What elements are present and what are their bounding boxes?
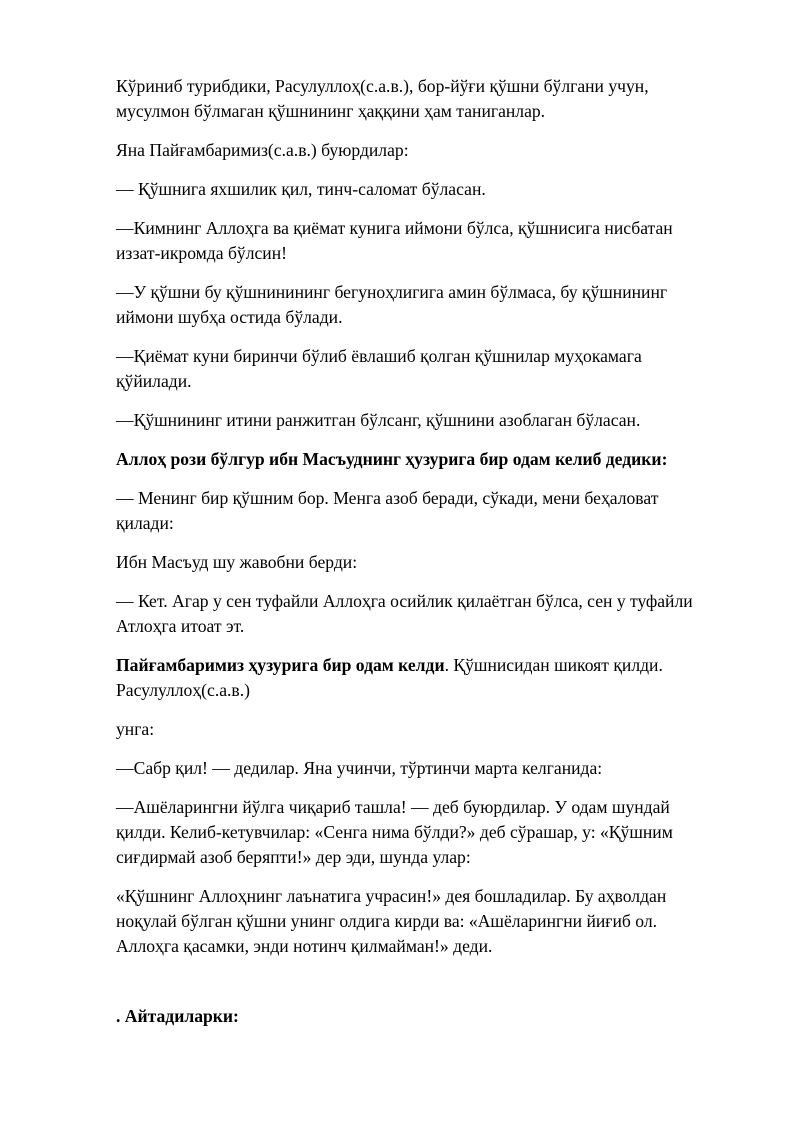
text-line: сиғдирмай азоб беряпти!» дер эди, шунда улар:	[116, 847, 471, 867]
text-line: — Кет. Агар у сен туфайли Аллоҳга осийлик қилаётган бўлса, сен у туфайли	[116, 591, 693, 611]
text-line: Расулуллоҳ(с.а.в.)	[116, 680, 250, 700]
paragraph-6	[116, 344, 721, 394]
text-line: Кўриниб турибдики, Расулуллоҳ(с.а.в.), бор-йўғи қўшни бўлгани учун,	[116, 76, 649, 96]
text-line: Атлоҳга итоат эт.	[116, 616, 245, 636]
paragraph-3	[116, 177, 721, 202]
text-line: ноқулай бўлган қўшни унинг олдига кирди ва: «Ашёларингни йиғиб ол.	[116, 911, 658, 931]
paragraph-17-heading	[116, 1004, 721, 1029]
paragraph-5	[116, 280, 721, 330]
text-run: . Қўшнисидан шикоят қилди.	[444, 655, 663, 675]
paragraph-8-heading	[116, 447, 721, 472]
text-line: «Қўшнинг Аллоҳнинг лаънатига учрасин!» дея бошладилар. Бу аҳволдан	[116, 886, 667, 906]
text-line: қилди. Келиб-кетувчилар: «Сенга нима бўлди?» деб сўрашар, у: «Қўшним	[116, 822, 673, 842]
text-line: —Сабр қил! — дедилар. Яна учинчи, тўртинчи марта келганида:	[116, 758, 603, 778]
text-line: мусулмон бўлмаган қўшнининг ҳаққини ҳам таниганлар.	[116, 101, 546, 121]
paragraph-13	[116, 717, 721, 742]
text-line: — Қўшнига яхшилик қил, тинч-саломат бўласан.	[116, 179, 486, 199]
paragraph-9	[116, 486, 721, 536]
text-line: —Ашёларингни йўлга чиқариб ташла! — деб буюрдилар. У одам шундай	[116, 797, 670, 817]
paragraph-15	[116, 795, 721, 870]
paragraph-12	[116, 653, 721, 703]
text-line: —Кимнинг Аллоҳга ва қиёмат кунига иймони бўлса, қўшнисига нисбатан	[116, 218, 673, 238]
paragraph-2	[116, 138, 721, 163]
paragraph-4	[116, 216, 721, 266]
paragraph-7	[116, 408, 721, 433]
text-line: унга:	[116, 719, 155, 739]
paragraph-10	[116, 550, 721, 575]
text-line: қўйилади.	[116, 371, 192, 391]
paragraph-14	[116, 756, 721, 781]
paragraph-1	[116, 74, 721, 124]
paragraph-11	[116, 589, 721, 639]
document-body	[116, 74, 721, 1043]
text-line: қилади:	[116, 513, 174, 533]
text-line: Яна Пайғамбаримиз(с.а.в.) буюрдилар:	[116, 140, 409, 160]
bold-text-line: Аллоҳ рози бўлгур ибн Масъуднинг ҳузурига бир одам келиб дедики:	[116, 449, 668, 469]
bold-text-line: . Айтадиларки:	[116, 1006, 239, 1026]
blank-spacer	[116, 973, 721, 1004]
text-line: —Қўшнининг итини ранжитган бўлсанг, қўшнини азоблаган бўласан.	[116, 410, 641, 430]
text-line: —У қўшни бу қўшнинининг бегуноҳлигига амин бўлмаса, бу қўшнининг	[116, 282, 668, 302]
bold-lead-text: Пайғамбаримиз ҳузурига бир одам келди	[116, 655, 445, 675]
text-line: Ибн Масъуд шу жавобни берди:	[116, 552, 358, 572]
text-line: иззат-икромда бўлсин!	[116, 243, 287, 263]
paragraph-16	[116, 884, 721, 959]
text-line: иймони шубҳа остида бўлади.	[116, 307, 343, 327]
text-line: Аллоҳга қасамки, энди нотинч қилмайман!» деди.	[116, 936, 493, 956]
text-line: —Қиёмат куни биринчи бўлиб ёвлашиб қолган қўшнилар муҳокамага	[116, 346, 642, 366]
text-line: — Менинг бир қўшним бор. Менга азоб беради, сўкади, мени беҳаловат	[116, 488, 659, 508]
